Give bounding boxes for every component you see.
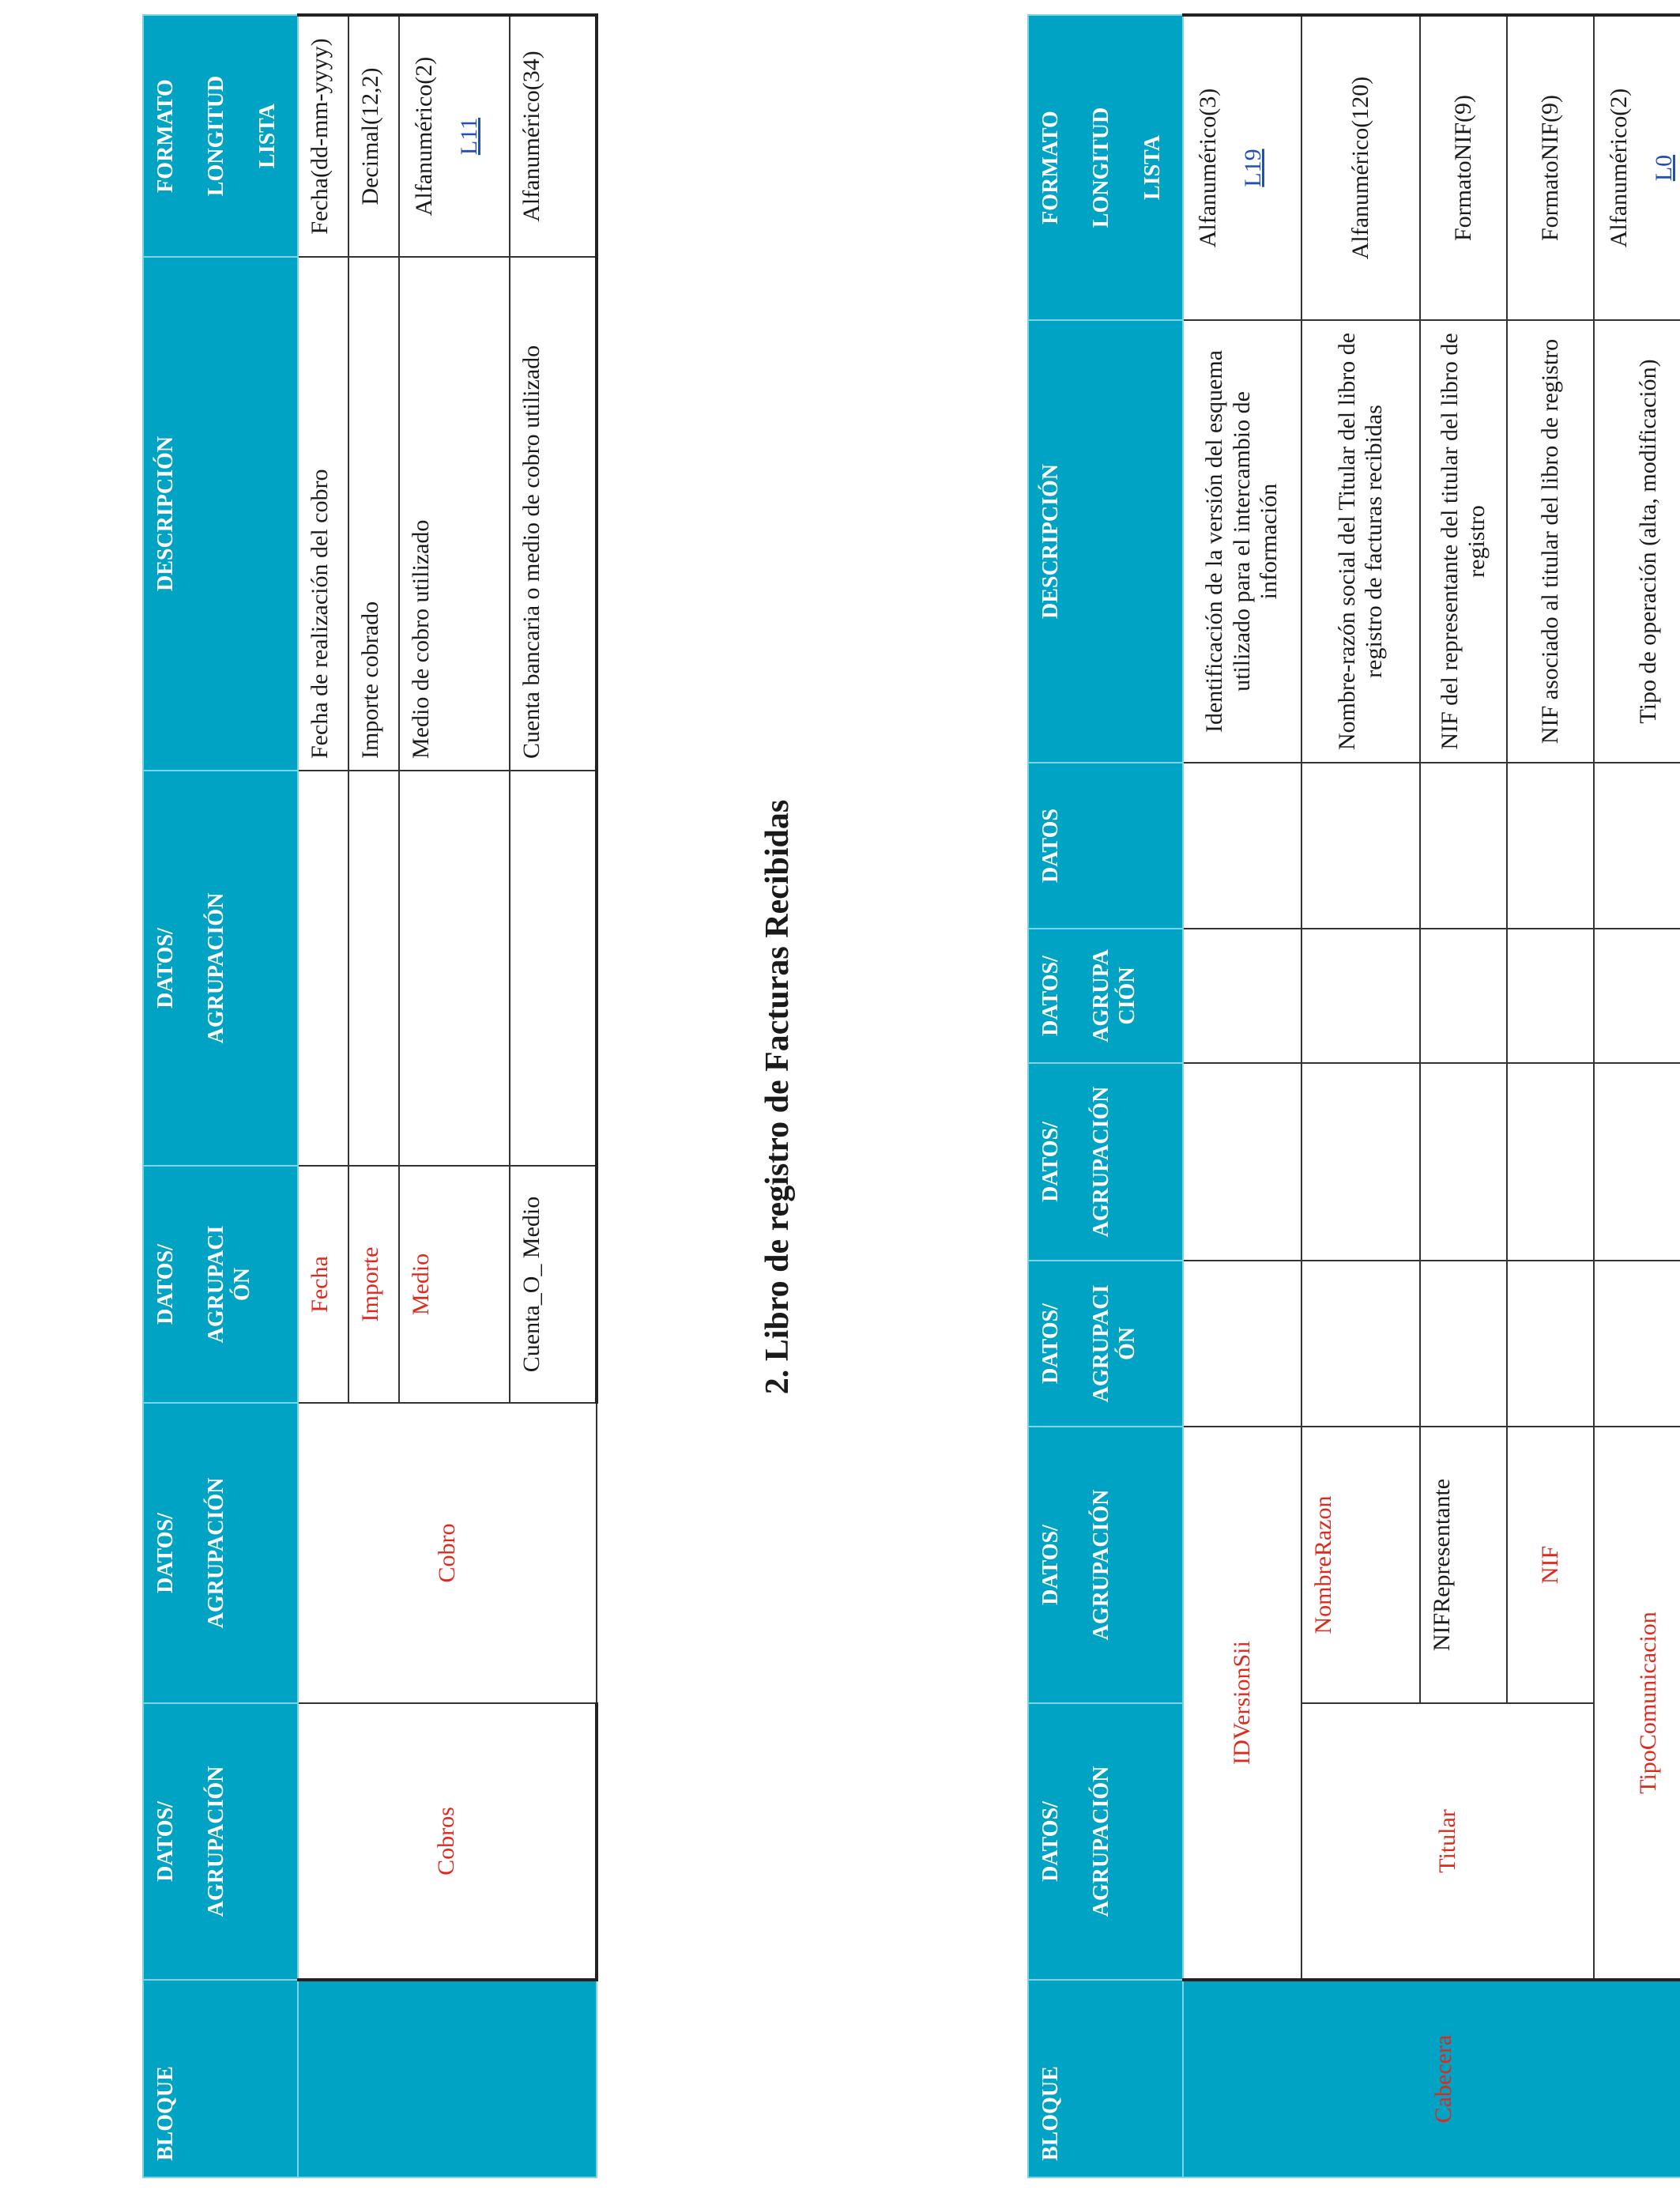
empty-cell bbox=[1507, 1063, 1594, 1261]
empty-cell bbox=[1183, 1261, 1301, 1427]
header-datos-agrupacion: DATOS/ AGRUPACIÓN bbox=[143, 1703, 298, 1980]
table-cobros bbox=[142, 13, 598, 2178]
header-h4: DATOS/ AGRUPACIÓN bbox=[1028, 1063, 1183, 1261]
group-cobro-cell: Cobro bbox=[298, 1403, 597, 1703]
header-formato: FORMATO LONGITUD LISTA bbox=[143, 15, 298, 257]
empty-cell bbox=[1301, 1063, 1420, 1261]
empty-cell bbox=[1420, 1261, 1507, 1427]
group-cobros: Cobros bbox=[298, 1703, 597, 1980]
empty-cell bbox=[1301, 1261, 1420, 1427]
table-row bbox=[298, 15, 348, 2177]
header-datos-agrupacion-2: DATOS/ AGRUPACIÓN bbox=[143, 1403, 298, 1703]
empty-cell bbox=[1507, 929, 1594, 1063]
empty-cell bbox=[1594, 763, 1680, 929]
table1-header-row bbox=[143, 15, 298, 2177]
field-nifrepresentante: NIFRepresentante bbox=[1420, 1427, 1507, 1703]
table2-header-row bbox=[1028, 15, 1183, 2177]
table-row bbox=[1183, 15, 1301, 2177]
empty-cell bbox=[1183, 1063, 1301, 1261]
desc-tipocomunicacion: Tipo de operación (alta, modificación) bbox=[1594, 320, 1680, 763]
empty-cell bbox=[1507, 1261, 1594, 1427]
fmt-fecha: Fecha(dd-mm-yyyy) bbox=[298, 15, 348, 257]
field-importe: Importe bbox=[348, 1166, 399, 1403]
desc-cuenta: Cuenta bancaria o medio de cobro utilizado bbox=[510, 257, 597, 771]
empty-cell bbox=[1420, 763, 1507, 929]
fmt-cuenta: Alfanumérico(34) bbox=[510, 15, 597, 257]
header-descripcion: DESCRIPCIÓN bbox=[1028, 320, 1183, 763]
empty-cell bbox=[1420, 929, 1507, 1063]
empty-cell bbox=[1183, 929, 1301, 1063]
empty-cell bbox=[1301, 929, 1420, 1063]
field-medio: Medio bbox=[399, 1166, 510, 1403]
table-row bbox=[1301, 15, 1420, 2177]
field-nombrerazon: NombreRazon bbox=[1301, 1427, 1420, 1703]
bloque-cell-empty bbox=[298, 1980, 597, 2177]
header-h5: DATOS/ AGRUPA CIÓN bbox=[1028, 929, 1183, 1063]
section-title: 2. Libro de registro de Facturas Recibidas bbox=[759, 799, 796, 1395]
header-bloque: BLOQUE bbox=[1028, 1980, 1183, 2177]
field-fecha: Fecha bbox=[298, 1166, 348, 1403]
header-h2: DATOS/ AGRUPACIÓN bbox=[1028, 1427, 1183, 1703]
desc-nombrerazon: Nombre-razón social del Titular del libro de registro de facturas recibidas bbox=[1301, 320, 1420, 763]
desc-idversionsii: Identificación de la versión del esquema utilizado para el intercambio de información bbox=[1183, 320, 1301, 763]
desc-medio: Medio de cobro utilizado bbox=[399, 257, 510, 771]
desc-nifrepresentante: NIF del representante del titular del libro de registro bbox=[1420, 320, 1507, 763]
empty-cell bbox=[298, 771, 348, 1166]
group-titular: Titular bbox=[1301, 1703, 1594, 1980]
fmt-importe: Decimal(12,2) bbox=[348, 15, 399, 257]
header-bloque: BLOQUE bbox=[143, 1980, 298, 2177]
table-row bbox=[1594, 15, 1680, 2177]
fmt-idversionsii: Alfanumérico(3) L19 bbox=[1183, 15, 1301, 320]
list-link-l19[interactable]: L19 bbox=[1239, 149, 1266, 187]
desc-importe: Importe cobrado bbox=[348, 257, 399, 771]
desc-fecha: Fecha de realización del cobro bbox=[298, 257, 348, 771]
desc-nif: NIF asociado al titular del libro de registro bbox=[1507, 320, 1594, 763]
field-nif: NIF bbox=[1507, 1427, 1594, 1703]
fmt-tipocomunicacion: Alfanumérico(2) L0 bbox=[1594, 15, 1680, 320]
header-descripcion: DESCRIPCIÓN bbox=[143, 257, 298, 771]
fmt-medio: Alfanumérico(2) L11 bbox=[399, 15, 510, 257]
group-idversionsii: IDVersionSii bbox=[1183, 1427, 1301, 1980]
empty-cell bbox=[510, 771, 597, 1166]
empty-cell bbox=[1507, 763, 1594, 929]
empty-cell bbox=[1594, 929, 1680, 1063]
fmt-nombrerazon: Alfanumérico(120) bbox=[1301, 15, 1420, 320]
empty-cell bbox=[1301, 763, 1420, 929]
list-link-l11[interactable]: L11 bbox=[455, 117, 482, 156]
table-cabecera bbox=[1027, 13, 1680, 2178]
empty-cell bbox=[348, 771, 399, 1166]
group-tipocomunicacion: TipoComunicacion bbox=[1594, 1427, 1680, 1980]
header-formato: FORMATO LONGITUD LISTA bbox=[1028, 15, 1183, 320]
empty-cell bbox=[1594, 1261, 1680, 1427]
field-cuenta-o-medio: Cuenta_O_ Medio bbox=[510, 1166, 597, 1403]
bloque-cabecera: Cabecera bbox=[1183, 1980, 1680, 2177]
list-link-l0[interactable]: L0 bbox=[1650, 154, 1677, 182]
empty-cell bbox=[1420, 1063, 1507, 1261]
header-datos-agrupacion-3: DATOS/ AGRUPACI ÓN bbox=[143, 1166, 298, 1403]
header-datos-agrupacion-4: DATOS/ AGRUPACIÓN bbox=[143, 771, 298, 1166]
header-h1: DATOS/ AGRUPACIÓN bbox=[1028, 1703, 1183, 1980]
empty-cell bbox=[399, 771, 510, 1166]
fmt-nif: FormatoNIF(9) bbox=[1507, 15, 1594, 320]
header-h6: DATOS bbox=[1028, 763, 1183, 929]
header-h3: DATOS/ AGRUPACI ÓN bbox=[1028, 1261, 1183, 1427]
empty-cell bbox=[1183, 763, 1301, 929]
empty-cell bbox=[1594, 1063, 1680, 1261]
fmt-nifrepresentante: FormatoNIF(9) bbox=[1420, 15, 1507, 320]
